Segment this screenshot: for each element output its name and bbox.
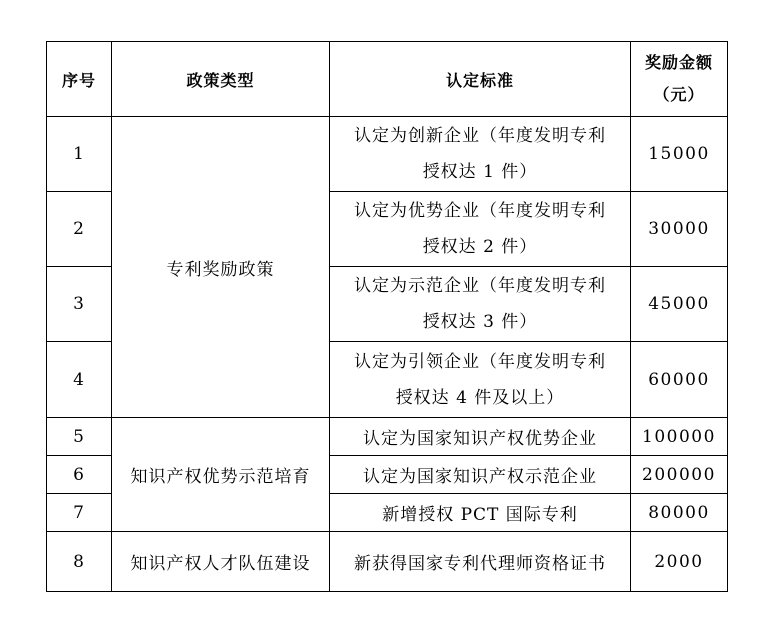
row-seq: 8: [47, 532, 112, 592]
table-row: [47, 532, 728, 592]
row-seq: 5: [47, 418, 112, 456]
criteria-line2: 授权达 3 件）: [422, 312, 538, 332]
row-seq: 4: [47, 342, 112, 418]
criteria-cell: 新增授权 PCT 国际专利: [330, 494, 631, 532]
row-seq: 1: [47, 117, 112, 192]
criteria-line1: 认定为示范企业（年度发明专利: [354, 276, 606, 296]
criteria-cell: 认定为国家知识产权示范企业: [330, 456, 631, 494]
amount-cell: 80000: [631, 494, 728, 532]
amount-cell: 15000: [631, 117, 728, 192]
header-criteria: 认定标准: [330, 42, 631, 117]
criteria-cell: 认定为国家知识产权优势企业: [330, 418, 631, 456]
criteria-line2: 授权达 4 件及以上）: [395, 387, 565, 408]
policy-type-cell: 知识产权人才队伍建设: [112, 532, 330, 592]
reward-table-container: [46, 41, 728, 592]
header-reward-line1: 奖励金额: [644, 53, 713, 72]
policy-type-cell: 专利奖励政策: [112, 117, 330, 418]
amount-cell: 2000: [631, 532, 728, 592]
criteria-line2: 授权达 1 件）: [422, 162, 538, 182]
amount-cell: 30000: [631, 192, 728, 267]
row-seq: 6: [47, 456, 112, 494]
amount-cell: 200000: [631, 456, 728, 494]
criteria-cell: 新获得国家专利代理师资格证书: [330, 532, 631, 592]
criteria-cell: [330, 267, 631, 342]
criteria-cell: [330, 192, 631, 267]
row-seq: 7: [47, 494, 112, 532]
header-seq: 序号: [47, 42, 112, 117]
reward-policy-table: [46, 41, 728, 592]
criteria-line1: 认定为创新企业（年度发明专利: [354, 126, 606, 146]
header-policy-type: 政策类型: [112, 42, 330, 117]
criteria-line1: 认定为引领企业（年度发明专利: [354, 351, 606, 372]
amount-cell: 45000: [631, 267, 728, 342]
amount-cell: 60000: [631, 342, 728, 418]
table-row: [47, 117, 728, 192]
table-header-row: [47, 42, 728, 117]
criteria-line2: 授权达 2 件）: [422, 237, 538, 257]
row-seq: 3: [47, 267, 112, 342]
criteria-cell: [330, 117, 631, 192]
header-reward-unit: （元）: [653, 85, 705, 104]
criteria-line1: 认定为优势企业（年度发明专利: [354, 201, 606, 221]
table-row: [47, 418, 728, 456]
criteria-cell: [330, 342, 631, 418]
amount-cell: 100000: [631, 418, 728, 456]
policy-type-cell: 知识产权优势示范培育: [112, 418, 330, 532]
row-seq: 2: [47, 192, 112, 267]
header-reward: [631, 42, 728, 117]
